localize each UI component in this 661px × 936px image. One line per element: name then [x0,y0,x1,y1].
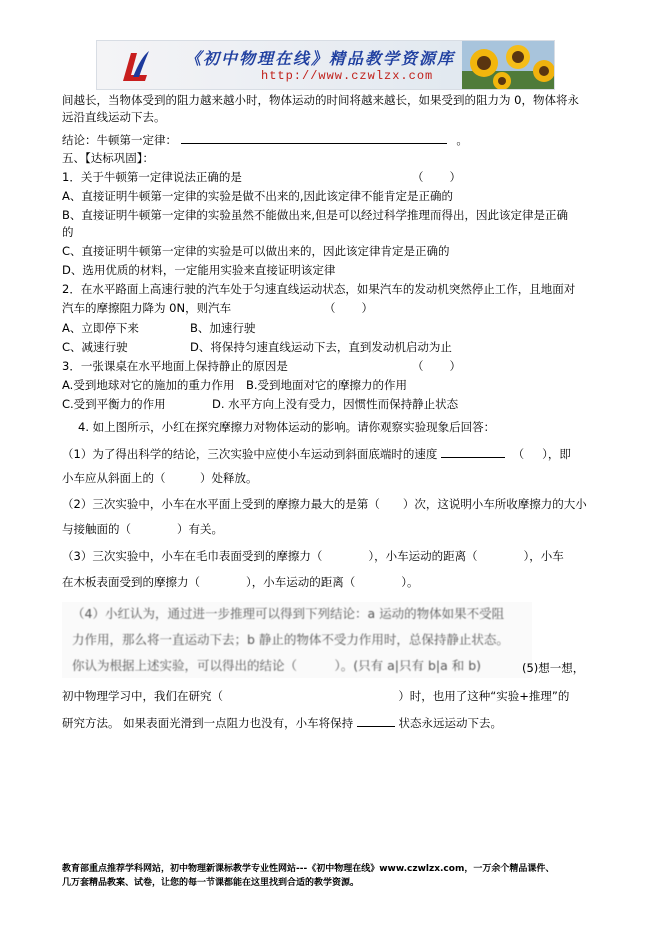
embedded-text-line: 你认为根据上述实验，可以得出的结论（ ）。(只有 a|只有 b|a 和 b) [72,658,482,673]
answer-blank[interactable] [441,445,505,458]
q4-part5: 初中物理学习中，我们在研究（ ）时，也用了这种“实验+推理”的 [62,689,570,703]
answer-bracket[interactable]: （ ） [412,359,461,373]
q4-part5-cont: 研究方法。 如果表面光滑到一点阻力也没有，小车将保持 状态永远运动下去。 [62,716,502,730]
q4-part1-cont: 小车应从斜面上的（ ）处释放。 [62,471,258,485]
option-a: A.受到地球对它的施加的重力作用 [62,378,235,392]
option-a: A、立即停下来 [62,321,139,335]
q4-part5-label: (5)想一想， [522,661,585,675]
answer-bracket[interactable]: （ ） [512,447,548,461]
conclusion-line [62,131,468,148]
option-c: C.受到平衡力的作用 [62,397,166,411]
embedded-question-image [62,602,532,678]
question-2: 2．在水平路面上高速行驶的汽车处于匀速直线运动状态，如果汽车的发动机突然停止工作，且地面对 [62,282,576,296]
conclusion-label: 结论：牛顿第一定律： [62,133,177,147]
footer-line: 几万套精品教案、试卷，让您的每一节课都能在这里找到合适的教学资源。 [62,878,360,888]
option-d: D. 水平方向上没有受力，因惯性而保持静止状态 [212,397,459,411]
option-b: B.受到地面对它的摩擦力的作用 [246,378,408,392]
options-row [62,320,256,336]
option-a: A、直接证明牛顿第一定律的实验是做不出来的,因此该定律不能肯定是正确的 [62,189,454,203]
section-heading: 五、【达标巩固】： [62,151,154,165]
option-d: D、选用优质的材料，一定能用实验来直接证明该定律 [62,263,336,277]
question-stem: 汽车的摩擦阻力降为 0N，则汽车 [62,301,232,315]
answer-blank[interactable] [357,714,395,727]
sunflower-decoration-icon [462,41,554,89]
q4-part2-cont: 与接触面的（ ）有关。 [62,522,223,536]
question-stem: 3．一张课桌在水平地面上保持静止的原因是 [62,359,288,373]
footer-line: 教育部重点推荐学科网站，初中物理新课标教学专业性网站---《初中物理在线》www.czwlzx.com，一万余个精品课件、 [62,864,555,874]
q4-part1: （1）为了得出科学的结论，三次实验中应使小车运动到斜面底端时的速度 （ ），即 [62,447,571,461]
question-stem: 1．关于牛顿第一定律说法正确的是 [62,170,242,184]
text-line: 间越长，当物体受到的阻力越来越小时，物体运动的时间将越来越长，如果受到的阻力为 0，物体将永 [62,93,579,107]
option-d: D、将保持匀速直线运动下去，直到发动机启动为止 [190,340,452,354]
question-2-cont [62,300,373,316]
answer-blank[interactable] [181,131,447,144]
embedded-text-line: （4）小红认为，通过进一步推理可以得到下列结论：a 运动的物体如果不受阻 [72,606,505,621]
banner-title: 《初中物理在线》精品教学资源库 [185,49,456,68]
option-b: B、加速行驶 [190,321,256,335]
answer-bracket[interactable]: （ ） [412,170,461,184]
question-1 [62,169,461,185]
question-4: 4. 如上图所示，小红在探究摩擦力对物体运动的影响。请你观察实验现象后回答： [78,420,496,434]
header-banner [96,40,555,90]
banner-url[interactable]: http://www.czwlzx.com [261,69,434,83]
options-row [62,396,459,412]
option-b: B、直接证明牛顿第一定律的实验虽然不能做出来,但是可以经过科学推理而得出，因此该定律是正确 [62,208,569,222]
options-row [62,339,452,355]
site-logo-icon [119,47,151,83]
q4-part3: （3）三次实验中，小车在毛巾表面受到的摩擦力（ ），小车运动的距离（ ），小车 [62,549,564,563]
option-c: C、直接证明牛顿第一定律的实验是可以做出来的，因此该定律肯定是正确的 [62,244,450,258]
q4-part3-cont: 在木板表面受到的摩擦力（ ），小车运动的距离（ ）。 [62,575,419,589]
answer-bracket[interactable]: （ ） [324,301,373,315]
option-b-cont: 的 [62,225,74,239]
q4-part2: （2）三次实验中，小车在水平面上受到的摩擦力最大的是第（ ）次，这说明小车所收摩擦力的大小 [62,497,587,511]
options-row [62,377,408,393]
text-line: 远沿直线运动下去。 [62,110,166,124]
option-c: C、减速行驶 [62,340,128,354]
question-3 [62,358,461,374]
period-mark: 。 [456,133,468,147]
embedded-text-line: 力作用，那么将一直运动下去；b 静止的物体不受力作用时，总保持静止状态。 [72,632,509,647]
